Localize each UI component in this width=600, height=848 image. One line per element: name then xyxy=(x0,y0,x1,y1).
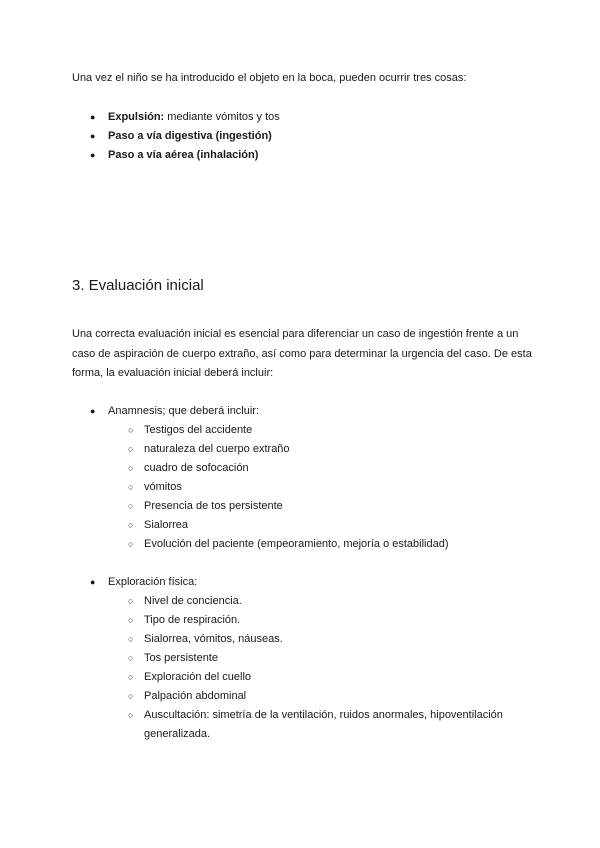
circle-bullet-icon: ○ xyxy=(128,539,134,549)
list-item: ○ Testigos del accidente xyxy=(90,421,524,440)
circle-bullet-icon: ○ xyxy=(128,634,134,644)
list-item: ○ Sialorrea, vómitos, náuseas. xyxy=(90,630,524,649)
outcome-bold: Expulsión: xyxy=(108,111,165,123)
circle-bullet-icon: ○ xyxy=(128,615,134,625)
evaluation-paragraph: Una correcta evaluación inicial es esencial para diferenciar un caso de ingestión frente a un caso de aspiración de cuerpo extraño, así como para determinar la urgencia del caso. De esta forma, la evaluación inicial deberá incluir: xyxy=(72,328,532,379)
list-item: ○ Nivel de conciencia. xyxy=(90,592,524,611)
outcome-bold: Paso a vía digestiva (ingestión) xyxy=(108,130,272,142)
list-item: ○ Tipo de respiración. xyxy=(90,611,524,630)
circle-bullet-icon: ○ xyxy=(128,425,134,435)
list-item: ○ Tos persistente xyxy=(90,649,524,668)
circle-bullet-icon: ○ xyxy=(128,691,134,701)
circle-bullet-icon: ○ xyxy=(128,596,134,606)
bullet-icon: ● xyxy=(90,131,96,141)
circle-bullet-icon: ○ xyxy=(128,710,134,720)
circle-bullet-icon: ○ xyxy=(128,520,134,530)
bullet-icon: ● xyxy=(90,150,96,160)
circle-bullet-icon: ○ xyxy=(128,463,134,473)
list-item: ○ Evolución del paciente (empeoramiento, mejoría o estabilidad) xyxy=(90,535,524,554)
circle-bullet-icon: ○ xyxy=(128,482,134,492)
bullet-icon: ● xyxy=(90,112,96,122)
anamnesis-label: Anamnesis; que deberá incluir: xyxy=(108,405,260,417)
circle-bullet-icon: ○ xyxy=(128,653,134,663)
exploracion-label: Exploración física: xyxy=(108,576,198,588)
outcome-rest: mediante vómitos y tos xyxy=(164,111,280,123)
anamnesis-list xyxy=(90,402,524,554)
list-item: ○ Exploración del cuello xyxy=(90,668,524,687)
bullet-icon: ● xyxy=(90,577,96,587)
list-item: ○ Sialorrea xyxy=(90,516,524,535)
circle-bullet-icon: ○ xyxy=(128,444,134,454)
bullet-icon: ● xyxy=(90,406,96,416)
list-item: ○ vómitos xyxy=(90,478,524,497)
intro-text: Una vez el niño se ha introducido el objeto en la boca, pueden ocurrir tres cosas: xyxy=(72,72,467,84)
list-item: ○ cuadro de sofocación xyxy=(90,459,524,478)
list-item: ○ Palpación abdominal xyxy=(90,687,524,706)
exploracion-list xyxy=(90,573,524,744)
circle-bullet-icon: ○ xyxy=(128,501,134,511)
list-item: ○ Presencia de tos persistente xyxy=(90,497,524,516)
list-item: ○ Auscultación: simetría de la ventilación, ruidos anormales, hipoventilación generalizada. xyxy=(90,706,524,744)
section-heading: 3. Evaluación inicial xyxy=(72,277,204,294)
list-item: ○ naturaleza del cuerpo extraño xyxy=(90,440,524,459)
circle-bullet-icon: ○ xyxy=(128,672,134,682)
outcome-bold: Paso a vía aérea (inhalación) xyxy=(108,149,259,161)
